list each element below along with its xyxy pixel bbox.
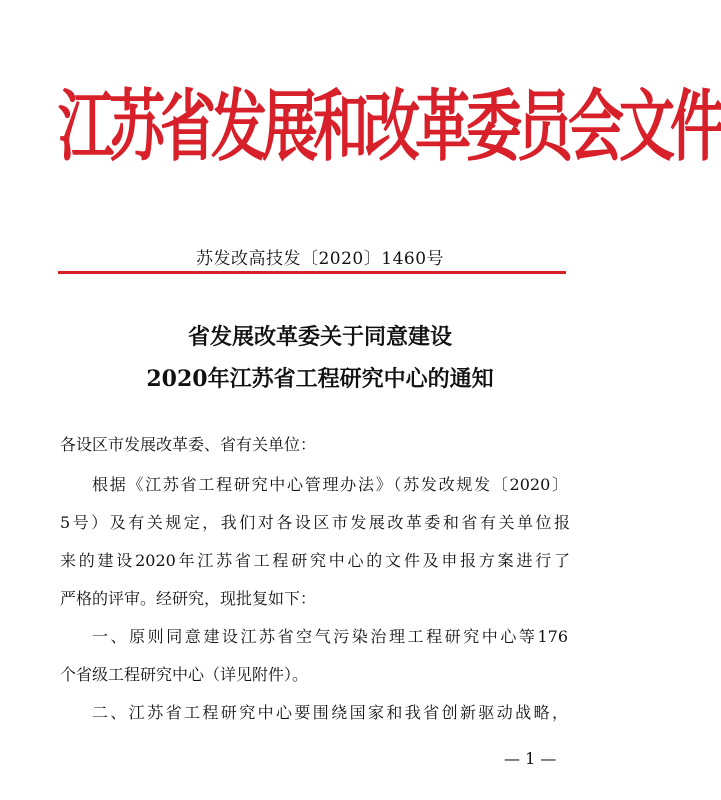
body-line: 来的建设2020年江苏省工程研究中心的文件及申报方案进行了 xyxy=(60,551,570,570)
body-line: 个省级工程研究中心（详见附件）。 xyxy=(60,665,309,684)
body-line: 根据《江苏省工程研究中心管理办法》（苏发改规发〔2020〕 xyxy=(92,475,568,494)
document-heading-line-1: 省发展改革委关于同意建设 xyxy=(187,324,452,350)
red-divider-line xyxy=(58,271,566,274)
document-heading-line-2: 2020年江苏省工程研究中心的通知 xyxy=(146,366,494,392)
salutation: 各设区市发展改革委、省有关单位： xyxy=(60,435,317,454)
document-header-title: 江苏省发展和改革委员会文件 xyxy=(58,82,721,173)
body-line: 严格的评审。经研究，现批复如下： xyxy=(60,589,317,608)
body-line: 一、原则同意建设江苏省空气污染治理工程研究中心等176 xyxy=(92,627,568,646)
body-line: 5号）及有关规定，我们对各设区市发展改革委和省有关单位报 xyxy=(60,513,570,532)
page-number: — 1 — xyxy=(504,749,557,768)
body-line: 二、江苏省工程研究中心要围绕国家和我省创新驱动战略， xyxy=(92,703,568,722)
document-number: 苏发改高技发〔2020〕1460号 xyxy=(195,249,445,269)
